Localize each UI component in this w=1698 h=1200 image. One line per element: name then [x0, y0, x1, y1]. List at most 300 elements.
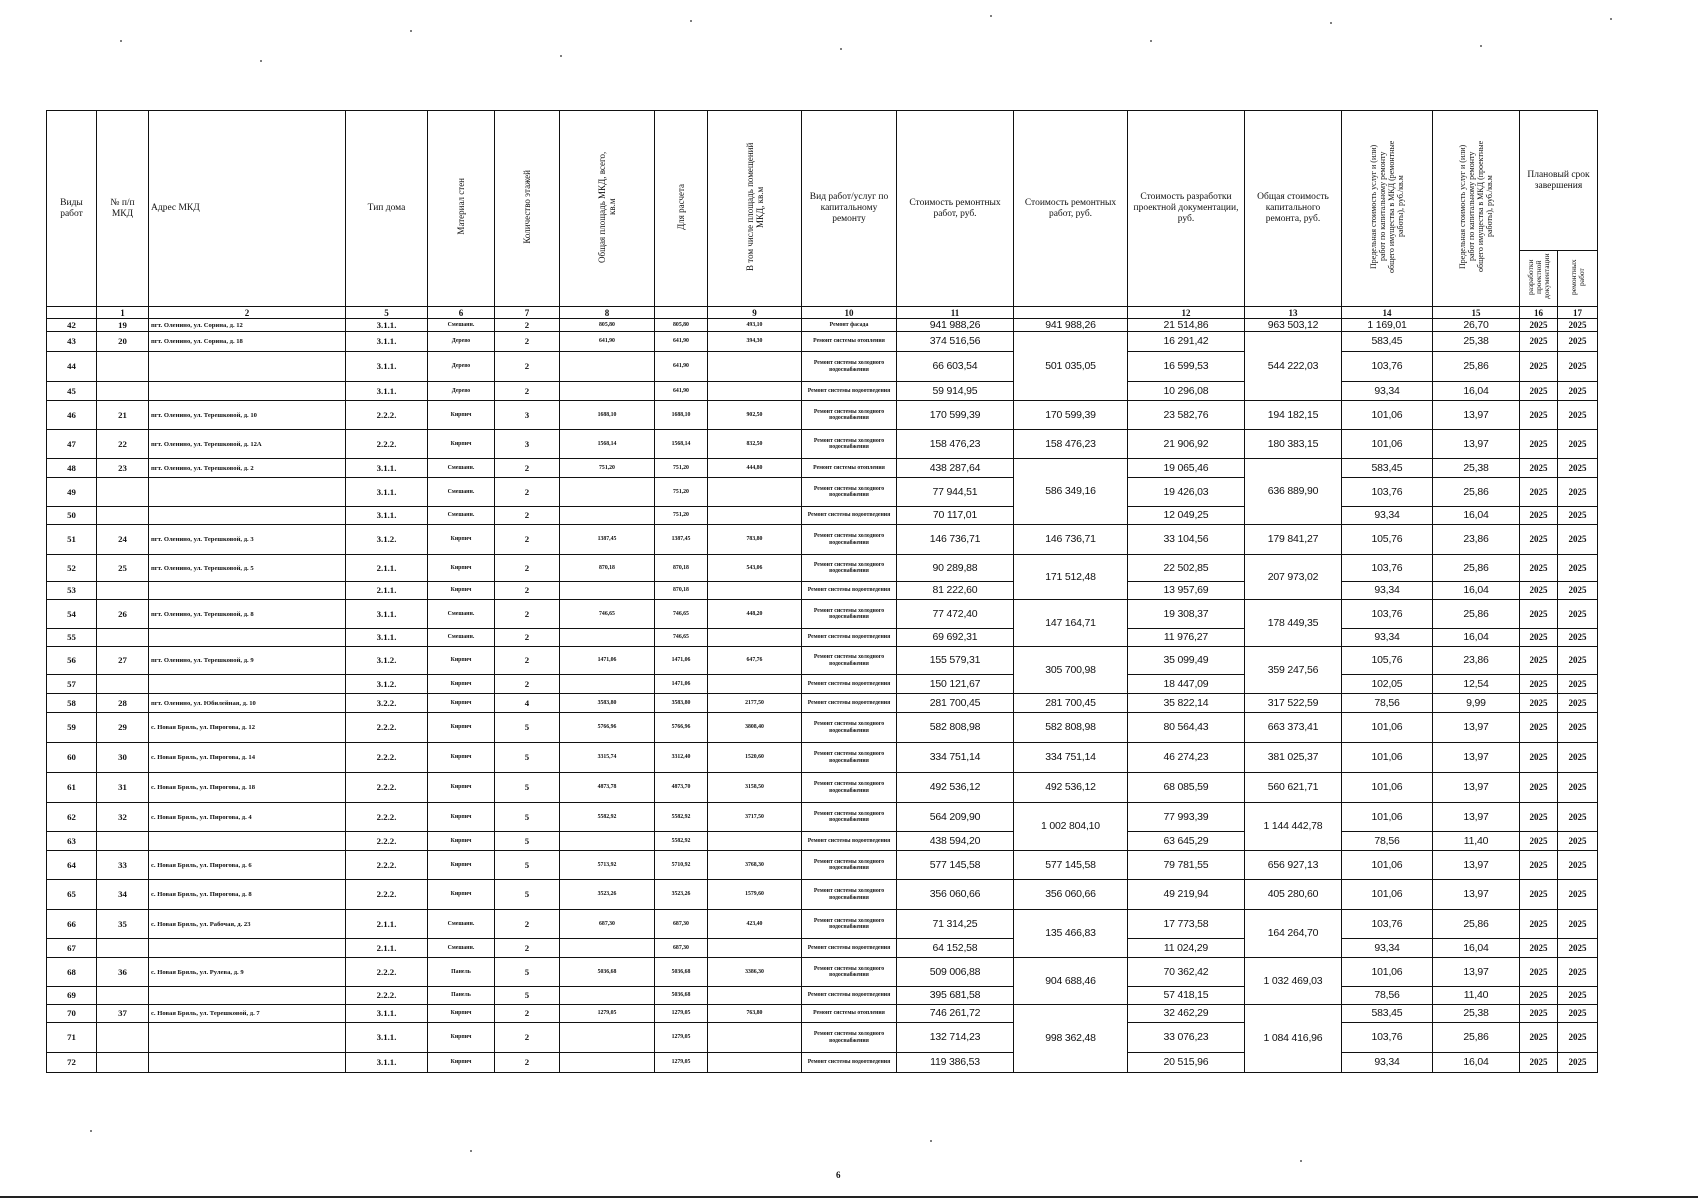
work-type-cell: Ремонт системы холодного водоснабжения — [802, 773, 897, 803]
total-area-cell — [560, 507, 655, 525]
premise-area-cell: 1579,60 — [708, 880, 802, 910]
term-design-cell: 2025 — [1520, 629, 1558, 647]
address-cell: пгт. Оленино, ул. Терешковой, д. 9 — [149, 647, 346, 675]
premise-area-cell — [708, 352, 802, 382]
term-repair-cell: 2025 — [1558, 713, 1598, 743]
total-cost-cell: 194 182,15 — [1245, 401, 1342, 430]
total-area-cell — [560, 939, 655, 958]
column-number-cell: 8 — [560, 307, 655, 319]
col-header-address: Адрес МКД — [149, 111, 346, 307]
repair-cost-sum-cell: 1 002 804,10 — [1014, 803, 1128, 851]
table-row — [47, 507, 1598, 525]
term-design-cell: 2025 — [1520, 525, 1558, 555]
house-type-cell: 2.2.2. — [346, 713, 428, 743]
repair-cost-sum-cell: 501 035,05 — [1014, 332, 1128, 401]
term-repair-cell: 2025 — [1558, 910, 1598, 939]
house-number-cell: 19 — [97, 319, 149, 332]
work-type-cell: Ремонт системы водоотведения — [802, 1053, 897, 1073]
table-row — [47, 1023, 1598, 1053]
col-header-term-repair-text: ремонтных работ — [1568, 258, 1586, 295]
design-cost-cell: 23 582,76 — [1128, 401, 1245, 430]
table-row — [47, 600, 1598, 629]
limit-design-cell: 25,38 — [1433, 459, 1520, 478]
design-cost-cell: 21 514,86 — [1128, 319, 1245, 332]
design-cost-cell: 11 976,27 — [1128, 629, 1245, 647]
address-cell: с. Новая Бряль, ул. Рабочая, д. 23 — [149, 910, 346, 939]
total-cost-cell: 164 264,70 — [1245, 910, 1342, 958]
table-row — [47, 1053, 1598, 1073]
calc-area-cell: 1279,05 — [655, 1023, 708, 1053]
address-cell: пгт. Оленино, ул. Терешковой, д. 10 — [149, 401, 346, 430]
work-type-cell: Ремонт системы водоотведения — [802, 382, 897, 401]
row-number-cell: 44 — [47, 352, 97, 382]
term-repair-cell: 2025 — [1558, 743, 1598, 773]
repair-cost-cell: 492 536,12 — [897, 773, 1014, 803]
wall-material-cell: Кирпич — [428, 582, 495, 600]
limit-design-cell: 13,97 — [1433, 743, 1520, 773]
house-number-cell: 36 — [97, 958, 149, 987]
term-design-cell: 2025 — [1520, 600, 1558, 629]
house-number-cell: 21 — [97, 401, 149, 430]
scan-speck — [260, 60, 262, 62]
row-number-cell: 63 — [47, 832, 97, 851]
calc-area-cell: 751,20 — [655, 507, 708, 525]
term-design-cell: 2025 — [1520, 987, 1558, 1005]
page-number: 6 — [836, 1170, 841, 1180]
total-area-cell — [560, 675, 655, 694]
total-cost-cell: 1 032 469,03 — [1245, 958, 1342, 1005]
table-row — [47, 1005, 1598, 1023]
premise-area-cell: 3158,50 — [708, 773, 802, 803]
limit-repair-cell: 105,76 — [1342, 647, 1433, 675]
column-number-cell: 17 — [1558, 307, 1598, 319]
premise-area-cell: 3717,50 — [708, 803, 802, 832]
col-header-for-calc — [655, 111, 708, 307]
design-cost-cell: 79 781,55 — [1128, 851, 1245, 880]
total-area-cell — [560, 1023, 655, 1053]
house-type-cell: 2.2.2. — [346, 803, 428, 832]
total-cost-cell: 560 621,71 — [1245, 773, 1342, 803]
premise-area-cell: 3768,30 — [708, 851, 802, 880]
premise-area-cell: 832,50 — [708, 430, 802, 459]
house-type-cell: 2.1.1. — [346, 582, 428, 600]
col-header-total-cost: Общая стоимость капитального ремонта, руб. — [1245, 111, 1342, 307]
repair-cost-cell: 281 700,45 — [897, 694, 1014, 713]
column-number-cell: 10 — [802, 307, 897, 319]
table-row — [47, 647, 1598, 675]
repair-cost-sum-cell: 305 700,98 — [1014, 647, 1128, 694]
term-repair-cell: 2025 — [1558, 430, 1598, 459]
term-design-cell: 2025 — [1520, 851, 1558, 880]
design-cost-cell: 10 296,08 — [1128, 382, 1245, 401]
premise-area-cell — [708, 629, 802, 647]
row-number-cell: 56 — [47, 647, 97, 675]
limit-design-cell: 25,86 — [1433, 555, 1520, 582]
repair-cost-sum-cell: 147 164,71 — [1014, 600, 1128, 647]
total-area-cell: 3315,74 — [560, 743, 655, 773]
term-repair-cell: 2025 — [1558, 507, 1598, 525]
address-cell — [149, 478, 346, 507]
work-type-cell: Ремонт системы водоотведения — [802, 832, 897, 851]
row-number-cell: 45 — [47, 382, 97, 401]
limit-repair-cell: 93,34 — [1342, 382, 1433, 401]
repair-cost-sum-cell: 941 988,26 — [1014, 319, 1128, 332]
work-type-cell: Ремонт системы водоотведения — [802, 694, 897, 713]
row-number-cell: 52 — [47, 555, 97, 582]
calc-area-cell: 746,65 — [655, 629, 708, 647]
house-number-cell: 27 — [97, 647, 149, 675]
term-design-cell: 2025 — [1520, 582, 1558, 600]
floors-cell: 2 — [495, 939, 560, 958]
limit-repair-cell: 101,06 — [1342, 430, 1433, 459]
work-type-cell: Ремонт системы холодного водоснабжения — [802, 352, 897, 382]
term-repair-cell: 2025 — [1558, 803, 1598, 832]
repair-cost-cell: 746 261,72 — [897, 1005, 1014, 1023]
house-type-cell: 3.1.1. — [346, 629, 428, 647]
limit-repair-cell: 105,76 — [1342, 525, 1433, 555]
limit-repair-cell: 93,34 — [1342, 582, 1433, 600]
design-cost-cell: 18 447,09 — [1128, 675, 1245, 694]
table-row — [47, 430, 1598, 459]
house-number-cell — [97, 382, 149, 401]
scan-speck — [1610, 18, 1612, 20]
house-type-cell: 2.2.2. — [346, 987, 428, 1005]
table-row — [47, 803, 1598, 832]
address-cell — [149, 629, 346, 647]
premise-area-cell — [708, 507, 802, 525]
house-type-cell: 2.2.2. — [346, 880, 428, 910]
table-row — [47, 352, 1598, 382]
term-design-cell: 2025 — [1520, 958, 1558, 987]
house-type-cell: 3.1.1. — [346, 1053, 428, 1073]
column-number-cell: 14 — [1342, 307, 1433, 319]
house-number-cell — [97, 478, 149, 507]
house-number-cell: 31 — [97, 773, 149, 803]
total-area-cell: 1568,14 — [560, 430, 655, 459]
house-type-cell: 3.1.2. — [346, 525, 428, 555]
total-cost-cell: 1 144 442,78 — [1245, 803, 1342, 851]
row-number-cell: 67 — [47, 939, 97, 958]
column-number-cell: 16 — [1520, 307, 1558, 319]
limit-design-cell: 13,97 — [1433, 851, 1520, 880]
limit-design-cell: 25,86 — [1433, 600, 1520, 629]
table-row — [47, 743, 1598, 773]
term-repair-cell: 2025 — [1558, 1053, 1598, 1073]
col-header-term-design — [1520, 251, 1558, 307]
premise-area-cell — [708, 1053, 802, 1073]
column-number-cell: 2 — [149, 307, 346, 319]
wall-material-cell: Смешанн. — [428, 507, 495, 525]
column-number-cell: 1 — [97, 307, 149, 319]
total-cost-cell: 963 503,12 — [1245, 319, 1342, 332]
row-number-cell: 57 — [47, 675, 97, 694]
limit-design-cell: 25,86 — [1433, 1023, 1520, 1053]
term-design-cell: 2025 — [1520, 803, 1558, 832]
repair-cost-cell: 66 603,54 — [897, 352, 1014, 382]
repair-cost-sum-cell: 356 060,66 — [1014, 880, 1128, 910]
calc-area-cell: 751,20 — [655, 478, 708, 507]
wall-material-cell: Кирпич — [428, 647, 495, 675]
limit-repair-cell: 101,06 — [1342, 958, 1433, 987]
design-cost-cell: 19 426,03 — [1128, 478, 1245, 507]
house-type-cell: 3.1.2. — [346, 647, 428, 675]
total-cost-cell: 178 449,35 — [1245, 600, 1342, 647]
floors-cell: 2 — [495, 459, 560, 478]
work-type-cell: Ремонт системы холодного водоснабжения — [802, 713, 897, 743]
limit-repair-cell: 583,45 — [1342, 1005, 1433, 1023]
repair-cost-cell: 582 808,98 — [897, 713, 1014, 743]
repair-cost-cell: 146 736,71 — [897, 525, 1014, 555]
total-cost-cell: 207 973,02 — [1245, 555, 1342, 600]
term-design-cell: 2025 — [1520, 647, 1558, 675]
col-header-work-type: Вид работ/услуг по капитальному ремонту — [802, 111, 897, 307]
row-number-cell: 42 — [47, 319, 97, 332]
premise-area-cell — [708, 478, 802, 507]
total-area-cell: 5582,92 — [560, 803, 655, 832]
house-number-cell — [97, 987, 149, 1005]
premise-area-cell: 444,80 — [708, 459, 802, 478]
term-repair-cell: 2025 — [1558, 694, 1598, 713]
col-header-work-kinds: Виды работ — [47, 111, 97, 307]
limit-design-cell: 25,86 — [1433, 910, 1520, 939]
house-type-cell: 3.1.1. — [346, 459, 428, 478]
term-repair-cell: 2025 — [1558, 459, 1598, 478]
address-cell — [149, 832, 346, 851]
address-cell: с. Новая Бряль, ул. Пирогова, д. 8 — [149, 880, 346, 910]
scan-speck — [690, 20, 692, 22]
table-row — [47, 555, 1598, 582]
term-repair-cell: 2025 — [1558, 319, 1598, 332]
term-repair-cell: 2025 — [1558, 647, 1598, 675]
design-cost-cell: 33 076,23 — [1128, 1023, 1245, 1053]
wall-material-cell: Смешанн. — [428, 459, 495, 478]
col-header-premise-area-text: В том числе площадь помещений МКД, кв.м — [744, 142, 765, 271]
house-type-cell: 3.1.1. — [346, 1005, 428, 1023]
repair-cost-cell: 170 599,39 — [897, 401, 1014, 430]
floors-cell: 2 — [495, 555, 560, 582]
limit-design-cell: 25,86 — [1433, 478, 1520, 507]
design-cost-cell: 21 906,92 — [1128, 430, 1245, 459]
work-type-cell: Ремонт системы холодного водоснабжения — [802, 600, 897, 629]
column-number-cell — [1014, 307, 1128, 319]
total-cost-cell: 1 084 416,96 — [1245, 1005, 1342, 1073]
limit-repair-cell: 93,34 — [1342, 629, 1433, 647]
repair-cost-sum-cell: 170 599,39 — [1014, 401, 1128, 430]
term-design-cell: 2025 — [1520, 1023, 1558, 1053]
repair-cost-cell: 577 145,58 — [897, 851, 1014, 880]
col-header-planned-term: Плановый срок завершения — [1520, 111, 1598, 251]
house-type-cell: 3.1.1. — [346, 332, 428, 352]
premise-area-cell — [708, 675, 802, 694]
col-header-limit-repair — [1342, 111, 1433, 307]
term-design-cell: 2025 — [1520, 332, 1558, 352]
table-row — [47, 958, 1598, 987]
house-number-cell — [97, 629, 149, 647]
premise-area-cell: 902,50 — [708, 401, 802, 430]
term-design-cell: 2025 — [1520, 675, 1558, 694]
limit-repair-cell: 93,34 — [1342, 1053, 1433, 1073]
limit-design-cell: 12,54 — [1433, 675, 1520, 694]
table-row — [47, 525, 1598, 555]
scan-speck — [410, 30, 412, 32]
capital-repair-table — [46, 110, 1598, 1073]
floors-cell: 4 — [495, 694, 560, 713]
total-area-cell: 5766,96 — [560, 713, 655, 743]
design-cost-cell: 20 515,96 — [1128, 1053, 1245, 1073]
total-area-cell: 1279,05 — [560, 1005, 655, 1023]
row-number-cell: 62 — [47, 803, 97, 832]
total-cost-cell: 636 889,90 — [1245, 459, 1342, 525]
house-number-cell: 20 — [97, 332, 149, 352]
repair-cost-cell: 69 692,31 — [897, 629, 1014, 647]
house-number-cell: 29 — [97, 713, 149, 743]
limit-repair-cell: 583,45 — [1342, 332, 1433, 352]
limit-design-cell: 25,86 — [1433, 352, 1520, 382]
table-row — [47, 694, 1598, 713]
limit-repair-cell: 103,76 — [1342, 1023, 1433, 1053]
term-design-cell: 2025 — [1520, 319, 1558, 332]
total-area-cell: 1387,45 — [560, 525, 655, 555]
repair-cost-sum-cell: 577 145,58 — [1014, 851, 1128, 880]
limit-design-cell: 9,99 — [1433, 694, 1520, 713]
calc-area-cell: 5036,68 — [655, 958, 708, 987]
total-cost-cell: 381 025,37 — [1245, 743, 1342, 773]
address-cell: пгт. Оленино, ул. Терешковой, д. 8 — [149, 600, 346, 629]
col-header-number: № п/п МКД — [97, 111, 149, 307]
design-cost-cell: 77 993,39 — [1128, 803, 1245, 832]
wall-material-cell: Кирпич — [428, 880, 495, 910]
table-row — [47, 478, 1598, 507]
house-type-cell: 2.2.2. — [346, 430, 428, 459]
address-cell — [149, 352, 346, 382]
term-design-cell: 2025 — [1520, 401, 1558, 430]
work-type-cell: Ремонт системы отопления — [802, 332, 897, 352]
address-cell — [149, 582, 346, 600]
repair-cost-cell: 155 579,31 — [897, 647, 1014, 675]
limit-repair-cell: 101,06 — [1342, 851, 1433, 880]
wall-material-cell: Смешанн. — [428, 910, 495, 939]
term-repair-cell: 2025 — [1558, 773, 1598, 803]
col-header-term-design-text: разработки проектной документации — [1525, 252, 1551, 299]
table-row — [47, 851, 1598, 880]
term-repair-cell: 2025 — [1558, 880, 1598, 910]
address-cell: пгт. Оленино, ул. Терешковой, д. 12А — [149, 430, 346, 459]
design-cost-cell: 11 024,29 — [1128, 939, 1245, 958]
floors-cell: 2 — [495, 647, 560, 675]
column-number-cell: 13 — [1245, 307, 1342, 319]
total-area-cell — [560, 832, 655, 851]
total-area-cell — [560, 352, 655, 382]
wall-material-cell: Смешанн. — [428, 478, 495, 507]
house-type-cell: 3.1.1. — [346, 1023, 428, 1053]
column-number-cell: 9 — [708, 307, 802, 319]
total-area-cell: 870,18 — [560, 555, 655, 582]
row-number-cell: 59 — [47, 713, 97, 743]
term-design-cell: 2025 — [1520, 880, 1558, 910]
house-type-cell: 2.2.2. — [346, 773, 428, 803]
address-cell: пгт. Оленино, ул. Юбилейная, д. 10 — [149, 694, 346, 713]
limit-repair-cell: 103,76 — [1342, 478, 1433, 507]
term-design-cell: 2025 — [1520, 910, 1558, 939]
limit-repair-cell: 78,56 — [1342, 694, 1433, 713]
limit-design-cell: 16,04 — [1433, 1053, 1520, 1073]
work-type-cell: Ремонт системы холодного водоснабжения — [802, 958, 897, 987]
limit-repair-cell: 101,06 — [1342, 773, 1433, 803]
premise-area-cell — [708, 987, 802, 1005]
limit-design-cell: 25,38 — [1433, 1005, 1520, 1023]
total-area-cell: 3583,80 — [560, 694, 655, 713]
repair-cost-cell: 356 060,66 — [897, 880, 1014, 910]
wall-material-cell: Кирпич — [428, 803, 495, 832]
limit-repair-cell: 103,76 — [1342, 555, 1433, 582]
premise-area-cell — [708, 832, 802, 851]
row-number-cell: 43 — [47, 332, 97, 352]
term-repair-cell: 2025 — [1558, 1023, 1598, 1053]
scan-speck — [90, 1130, 92, 1132]
address-cell: пгт. Оленино, ул. Терешковой, д. 5 — [149, 555, 346, 582]
term-repair-cell: 2025 — [1558, 352, 1598, 382]
house-type-cell: 3.1.1. — [346, 352, 428, 382]
repair-cost-cell: 70 117,01 — [897, 507, 1014, 525]
table-row — [47, 401, 1598, 430]
work-type-cell: Ремонт системы водоотведения — [802, 582, 897, 600]
premise-area-cell: 647,76 — [708, 647, 802, 675]
limit-design-cell: 13,97 — [1433, 401, 1520, 430]
floors-cell: 5 — [495, 743, 560, 773]
repair-cost-cell: 90 289,88 — [897, 555, 1014, 582]
repair-cost-cell: 334 751,14 — [897, 743, 1014, 773]
premise-area-cell: 1520,60 — [708, 743, 802, 773]
address-cell: пгт. Оленино, ул. Терешковой, д. 2 — [149, 459, 346, 478]
calc-area-cell: 3583,80 — [655, 694, 708, 713]
repair-cost-sum-cell: 334 751,14 — [1014, 743, 1128, 773]
repair-cost-cell: 150 121,67 — [897, 675, 1014, 694]
scan-speck — [1480, 45, 1482, 47]
work-type-cell: Ремонт системы холодного водоснабжения — [802, 1023, 897, 1053]
floors-cell: 2 — [495, 319, 560, 332]
floors-cell: 5 — [495, 832, 560, 851]
column-numbering-row — [47, 307, 1598, 319]
limit-repair-cell: 103,76 — [1342, 352, 1433, 382]
premise-area-cell: 543,06 — [708, 555, 802, 582]
design-cost-cell: 33 104,56 — [1128, 525, 1245, 555]
address-cell: с. Новая Бряль, ул. Пирогова, д. 14 — [149, 743, 346, 773]
total-cost-cell: 656 927,13 — [1245, 851, 1342, 880]
term-repair-cell: 2025 — [1558, 582, 1598, 600]
term-design-cell: 2025 — [1520, 939, 1558, 958]
limit-repair-cell: 1 169,01 — [1342, 319, 1433, 332]
scan-speck — [560, 55, 562, 57]
limit-design-cell: 16,04 — [1433, 629, 1520, 647]
repair-cost-sum-cell: 998 362,48 — [1014, 1005, 1128, 1073]
premise-area-cell: 783,80 — [708, 525, 802, 555]
repair-cost-cell: 564 209,90 — [897, 803, 1014, 832]
row-number-cell: 46 — [47, 401, 97, 430]
row-number-cell: 68 — [47, 958, 97, 987]
floors-cell: 2 — [495, 1005, 560, 1023]
house-type-cell: 2.1.1. — [346, 939, 428, 958]
total-area-cell: 751,20 — [560, 459, 655, 478]
work-type-cell: Ремонт системы холодного водоснабжения — [802, 743, 897, 773]
calc-area-cell: 1471,06 — [655, 675, 708, 694]
premise-area-cell: 3386,30 — [708, 958, 802, 987]
repair-cost-cell: 509 006,88 — [897, 958, 1014, 987]
term-design-cell: 2025 — [1520, 478, 1558, 507]
repair-cost-cell: 438 287,64 — [897, 459, 1014, 478]
row-number-cell: 64 — [47, 851, 97, 880]
row-number-cell: 61 — [47, 773, 97, 803]
term-repair-cell: 2025 — [1558, 629, 1598, 647]
